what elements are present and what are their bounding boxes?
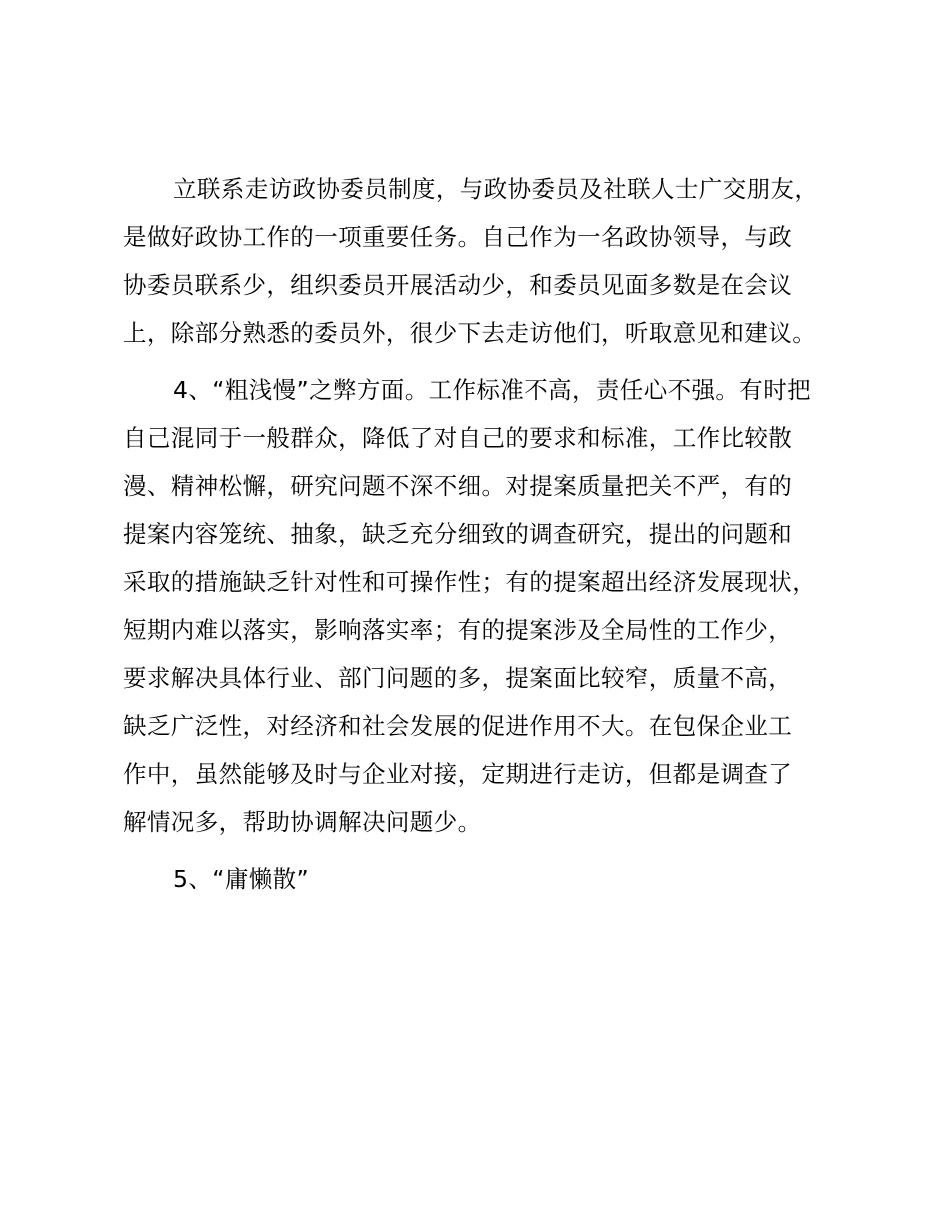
- paragraph-line: 缺乏广泛性，对经济和社会发展的促进作用不大。在包保企业工: [123, 712, 793, 740]
- document-body: [123, 165, 863, 903]
- paragraph-line: 是做好政协工作的一项重要任务。自己作为一名政协领导，与政: [123, 223, 793, 251]
- paragraph-1: [123, 165, 863, 357]
- paragraph-line: 漫、精神松懈，研究问题不深不细。对提案质量把关不严，有的: [123, 472, 793, 500]
- paragraph-line: 协委员联系少，组织委员开展活动少，和委员见面多数是在会议: [123, 271, 793, 299]
- paragraph-line: 立联系走访政协委员制度，与政协委员及社联人士广交朋友，: [173, 175, 819, 203]
- paragraph-line: 4、“粗浅慢”之弊方面。工作标准不高，责任心不强。有时把: [173, 376, 811, 404]
- paragraph-2: [123, 366, 863, 846]
- paragraph-line: 作中，虽然能够及时与企业对接，定期进行走访，但都是调查了: [123, 760, 793, 788]
- section-heading: 5、“庸懒散”: [173, 865, 310, 893]
- paragraph-3: [123, 855, 863, 903]
- paragraph-line: 要求解决具体行业、部门问题的多，提案面比较窄，质量不高，: [123, 664, 793, 692]
- paragraph-line: 自己混同于一般群众，降低了对自己的要求和标准，工作比较散: [123, 424, 793, 452]
- paragraph-line: 采取的措施缺乏针对性和可操作性；有的提案超出经济发展现状，: [123, 568, 817, 596]
- paragraph-line: 短期内难以落实，影响落实率；有的提案涉及全局性的工作少，: [123, 616, 793, 644]
- paragraph-line: 解情况多，帮助协调解决问题少。: [123, 808, 482, 836]
- paragraph-line: 上，除部分熟悉的委员外，很少下去走访他们，听取意见和建议。: [123, 319, 817, 347]
- paragraph-line: 提案内容笼统、抽象，缺乏充分细致的调查研究，提出的问题和: [123, 520, 793, 548]
